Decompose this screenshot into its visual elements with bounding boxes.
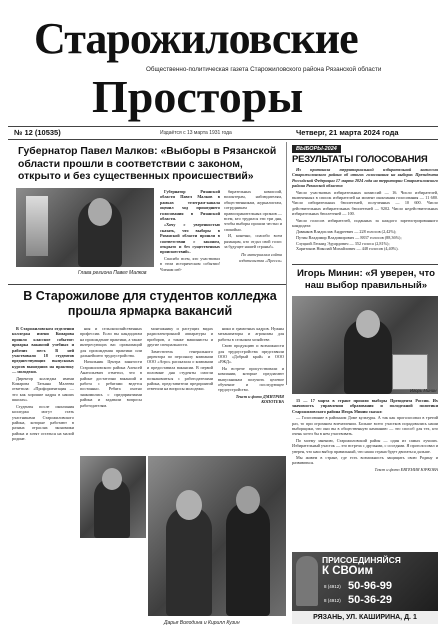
article-college-col4 — [218, 326, 284, 406]
masthead — [0, 0, 446, 125]
results-tag: ВЫБОРЫ-2024 — [292, 145, 341, 153]
article-minin-source: Текст и фото ЕВГЕНИЯ ЮРКОВА — [374, 466, 438, 472]
section-rule — [292, 264, 438, 265]
ad-line1: ПРИСОЕДИНЯЙСЯ — [322, 555, 401, 565]
results-title: РЕЗУЛЬТАТЫ ГОЛОСОВАНИЯ — [292, 154, 428, 165]
paragraph: Губернатор Рязанской области Павел Малков в рамках телеграм-канала оценил ход прошедшего голосования в Рязанской области. — [160, 189, 220, 222]
paragraph: «Хочу с уверенностью сказать, что выборы в Рязанской области прошли в соответствии с законом, открыто и без существенных происшествий». — [160, 222, 220, 255]
governor-photo-caption: Глава региона Павел Малков — [78, 270, 147, 276]
minin-photo — [292, 296, 438, 394]
paragraph: По моему мнению, Старожиловский район — один из самых лучших. Избирательный участок — это встреча с друзьями, с соседями. Я проголосовал и уверен, что наш выбор правильный, что наша страна будет двигаться дальше. — [292, 437, 438, 454]
infobar-issue: № 12 (10535) — [14, 128, 61, 137]
soldier-icon — [296, 556, 318, 606]
person-silhouette — [226, 502, 270, 616]
paragraph: ники и грамотных кадров. Нужны механизаторы и агрономы для работы в сельском хозяйстве. — [218, 326, 284, 342]
ad-address: РЯЗАНЬ, УЛ. КАШИРИНА, Д. 1 — [292, 611, 438, 624]
article-college-col2 — [80, 326, 142, 409]
ad-line2: К СВОим — [322, 565, 374, 577]
infobar-since: Издаётся с 13 марта 1931 года — [160, 130, 232, 136]
infobar-bottom-rule — [8, 139, 438, 140]
results-body — [292, 167, 438, 252]
ad-phone2-label: 8 (4912) — [324, 598, 341, 603]
recruitment-ad — [292, 552, 438, 624]
paragraph: Директор колледжа имени Комарова Татьяна Малеева отметила: «Профориентация — это как хорошие кадры в наших школах». — [12, 375, 74, 403]
column-divider — [286, 142, 287, 385]
candidate-row: Харитонов Николай Михайлович — 448 голосов (4,40%). — [296, 246, 399, 252]
article-college-source: Текст и фото ДМИТРИЯ КОПОТЕВА — [235, 393, 284, 405]
masthead-title-line2: Просторы — [92, 71, 304, 122]
article-governor-col2 — [224, 189, 282, 264]
section-rule — [8, 284, 286, 285]
ballot-box — [392, 354, 428, 390]
person-head — [236, 486, 260, 514]
article-governor-source: По материалам сайта издательства «Пресса» — [238, 252, 282, 263]
minin-photo-caption: Игорь Минин — [410, 388, 437, 393]
person-head — [102, 468, 122, 490]
article-college-headline: В Старожилове для студентов колледжа прошла ярмарка вакансий — [23, 289, 277, 318]
results-line: Число участковых избирательных комиссий — 16. Число избирателей, включенных в список избирателей на момент окончания голосования — 11 680. Число избирательных бюллетеней, полученных — 10 600. Число действительных избирательных бюллетеней — 9202. Число недействительных избирательных бюллетеней — 100. — [292, 189, 438, 217]
person-head — [356, 310, 380, 338]
paragraph: 15 — 17 марта в стране прошли выборы Президента России. Их значимость управления образования и молодежной политики Старожиловского района Игорь Минин сказал: — [292, 398, 438, 414]
paragraph: Свою продукцию и возможности для трудоустройства представили ООО «Добрый край» и ООО «РЖД». — [218, 343, 284, 365]
paragraph: Начальник Центра занятости Старожиловского района Алексей Анатольевич отметил, что в районе достаточно вакансий и работа с ребятами ведется постоянно. Ребята охотно знакомились с предприятиями района и задавали вопросы работодателям. — [80, 359, 142, 408]
paragraph: Мы живем в стране, где есть возможность защищать свою Родину и развиваться. — [292, 455, 438, 466]
paragraph: На встрече присутствовали и компании, которые предлагают выпускникам получить целевое обучение и последующее трудоустройство. — [218, 365, 284, 393]
paragraph: бирательных комиссий, волонтерам, наблюдателям, общественникам, журналистам, сотрудникам правоохранительных органов — всем, кто трудился эти три дня, чтобы выборы прошли честно и спокойно. — [224, 189, 282, 232]
college-photo-large — [148, 456, 286, 616]
paragraph: Студенты после окончания колледжа могут стать участниками Старожиловского района, которые работают в разных отраслях экономики района и хотят остаться на малой родине. — [12, 403, 74, 442]
paragraph: Спасибо всем, кто участвовал в этом историческом событии! Членам изб- — [160, 255, 220, 272]
paragraph: — Голосование в районном Доме культуры. А так как проголосовал в третий раз, то при огромном впечатлении. Больше всего участков порадовались наши выборщики, что они вы в общественную кампанию — это способ для тех, кто очень хотел бы в нем участвовать. — [292, 415, 438, 437]
results-line: Число голосов избирателей, поданных за каждого зарегистрированного кандидата: — [292, 217, 438, 229]
college-photo-small — [80, 456, 146, 538]
ad-phone2: 50-36-29 — [348, 594, 393, 606]
paragraph: И, конечно, спасибо всем рязанцам, кто отдал свой голос за будущее нашей страны!». — [224, 233, 282, 250]
candidate-row: Даванков Владислав Андреевич — 228 голосов (2,42%); — [296, 229, 397, 235]
college-photo-caption: Дарья Володина и Кирилл Кузин — [164, 620, 240, 626]
article-college-col1 — [12, 326, 74, 443]
paragraph: ния и сельскохозяйственных профессии. Если вы кандидатам на прохождение практики, а также интересующих вас организаций для прохождения практики или дальнейшего трудоустройства. — [80, 326, 142, 359]
results-intro: Из протокола территориальной избирательной комиссии Старожиловского района об итогах голосования на выборах Президента Российской Федерации 17 марта 2024 года на территории Старожиловского района Рязанской области: — [292, 167, 438, 189]
infobar-top-rule — [8, 126, 438, 127]
person-silhouette — [166, 506, 212, 616]
governor-photo — [16, 188, 154, 267]
candidate-row: Путин Владимир Владимирович — 8837 голосов (88,36%); — [296, 235, 402, 241]
person-head — [176, 490, 202, 520]
masthead-subtitle: Общественно-политическая газета Старожиловского района Рязанской области — [146, 66, 382, 73]
candidate-row: Слуцкий Леонид Эдуардович — 352 голоса (2,81%); — [296, 240, 390, 246]
masthead-title-line1: Старожиловские — [34, 14, 358, 63]
article-governor-headline: Губернатор Павел Малков: «Выборы в Рязанской области прошли в соответствии с законом, открыто и без существенных происшествий» — [18, 146, 277, 182]
infobar-date: Четверг, 21 марта 2024 года — [296, 128, 399, 137]
ad-phone1: 50-96-99 — [348, 580, 393, 592]
paragraph: монтажнику и растущих видах радиоэлектронной аппаратуры и приборов, а также машинисты и другие специальности. — [147, 326, 213, 348]
flag-shape — [26, 196, 48, 256]
article-minin-body — [292, 398, 438, 473]
paragraph: Заместитель генерального директора по персоналу компании ООО «Агро» рассказала о компании и предоставила вакансии. В первой половине дня студенты смогли познакомиться с работодателями района, представители предприятий ответили на вопросы молодежи. — [147, 348, 213, 392]
article-governor-col1 — [160, 189, 220, 273]
article-college-col3 — [147, 326, 213, 393]
article-minin-headline: Игорь Минин: «Я уверен, что наш выбор правильный» — [297, 268, 435, 291]
paragraph: В Старожиловском отделении колледжа имени Комарова прошло классное событие: ярмарка вакансий учебных и рабочих мест. В ней участвовали 18 студентов предшествующих выпускных курсов вышедших на практику — молодежи. — [12, 326, 74, 375]
ad-phone1-label: 8 (4912) — [324, 584, 341, 589]
person-head — [88, 198, 112, 226]
